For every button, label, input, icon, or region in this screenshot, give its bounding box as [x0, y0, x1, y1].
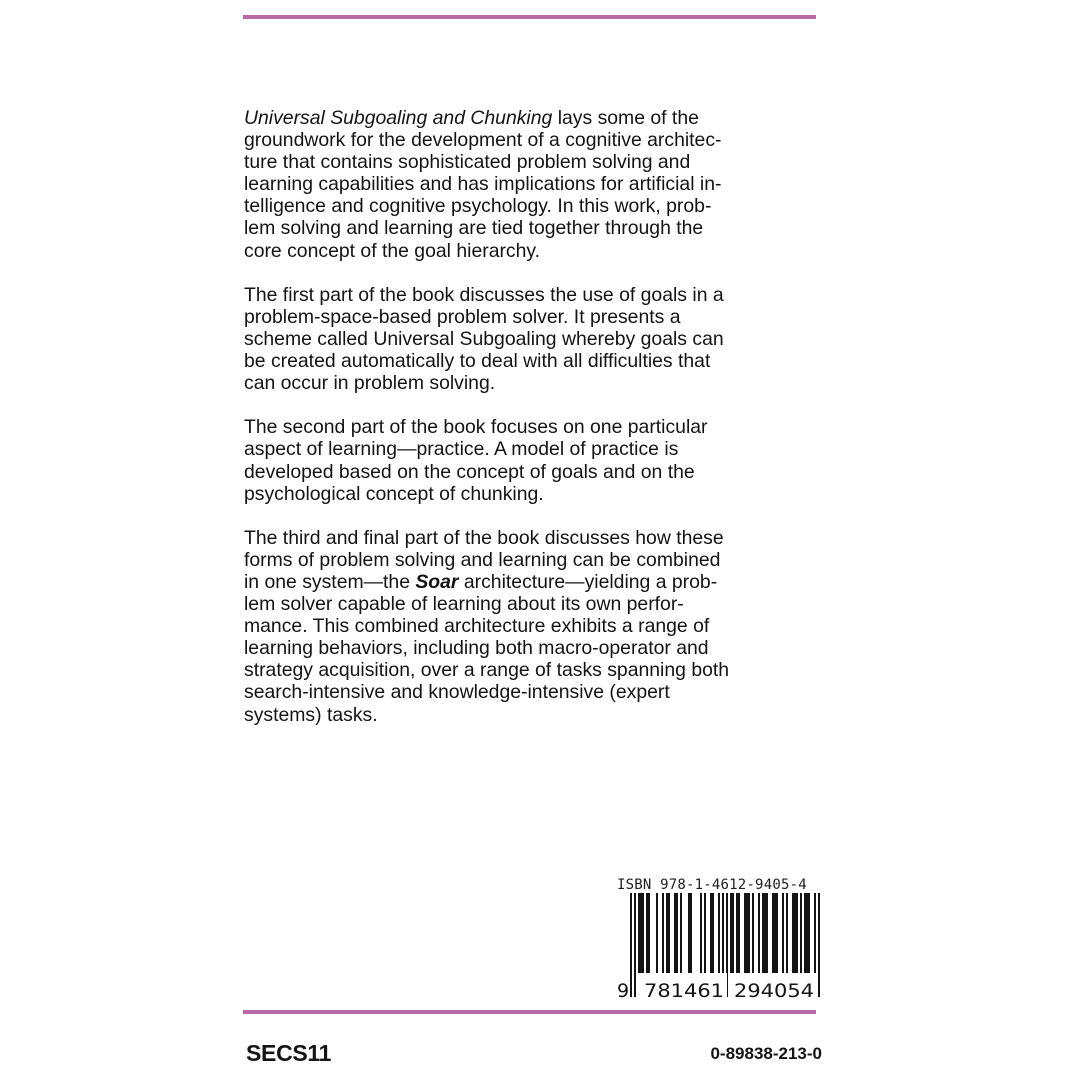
blurb-paragraph-2: The first part of the book discusses the use of goals in a problem-space-based problem solver. It presents a scheme called Universal Subgoaling whereby goals can be created automatically to deal with all difficulties that can occur in problem solving.	[244, 283, 724, 395]
barcode-left-digits: 781461	[644, 980, 724, 999]
barcode-bar-12	[710, 893, 714, 973]
bottom-rule	[243, 1010, 816, 1014]
barcode-bar-26	[800, 893, 802, 973]
barcode-bar-13	[718, 893, 720, 973]
barcode-bar-5	[662, 893, 664, 973]
barcode-bar-22	[772, 893, 778, 973]
barcode-bar-18	[744, 893, 750, 973]
barcode-bar-6	[666, 893, 670, 973]
blurb-paragraph-4-text-b: architecture—yielding a prob- lem solver capable of learning about its own perfor- mance. This combined architecture exhibits a range of learning behaviors, including both macro-operator and strategy acquisition, over a range of tasks spanning both search-intensive and knowledge-intensive (expert systems) tasks.	[244, 570, 730, 726]
barcode-bar-8	[680, 893, 682, 973]
barcode-bar-27	[804, 893, 810, 973]
book-title: Universal Subgoaling and Chunking	[244, 107, 553, 129]
barcode-bar-20	[758, 893, 760, 973]
barcode-bar-21	[762, 893, 768, 973]
blurb-paragraph-1-text: lays some of the groundwork for the development of a cognitive architec- ture that contains sophisticated problem solving and learning capabilities and has implications for artificial in- telligence and cognitive psychology. In this work, prob- lem solving and learning are tied together through the core concept of the goal hierarchy.	[244, 107, 722, 262]
blurb-paragraph-4-text-a: The third and final part of the book discusses how these forms of problem solving and learning can be combined in one system—the	[244, 526, 724, 593]
isbn-label: ISBN 978-1-4612-9405-4	[617, 877, 807, 893]
barcode-bar-16	[730, 893, 734, 973]
barcode-bar-0	[630, 893, 632, 997]
barcode-bar-1	[634, 893, 636, 997]
isbn-barcode	[617, 877, 839, 997]
top-rule	[243, 15, 816, 19]
blurb-paragraph-4	[244, 527, 824, 726]
barcode-bar-10	[700, 893, 702, 973]
barcode-bar-24	[786, 893, 788, 973]
barcode-bar-11	[704, 893, 706, 973]
barcode-bar-9	[688, 893, 692, 973]
barcode-bar-25	[792, 893, 798, 973]
barcode-image	[617, 893, 839, 999]
barcode-bar-2	[638, 893, 644, 973]
soar-emphasis: Soar	[415, 570, 459, 593]
blurb-paragraph-3: The second part of the book focuses on one particular aspect of learning—practice. A model of practice is developed based on the concept of goals and on the psychological concept of chunking.	[244, 416, 708, 505]
series-code: SECS11	[246, 1040, 332, 1066]
barcode-bar-4	[656, 893, 658, 973]
back-cover-blurb	[244, 107, 824, 748]
barcode-bar-7	[674, 893, 678, 973]
barcode-bar-3	[646, 893, 650, 973]
blurb-paragraph-1	[244, 107, 824, 262]
barcode-bar-17	[736, 893, 740, 973]
barcode-bar-19	[752, 893, 754, 973]
barcode-bar-29	[818, 893, 820, 997]
publisher-isbn: 0-89838-213-0	[710, 1044, 822, 1063]
barcode-right-digits: 294054	[734, 980, 814, 999]
barcode-lead-digit: 9	[617, 980, 630, 999]
barcode-bar-23	[782, 893, 784, 973]
